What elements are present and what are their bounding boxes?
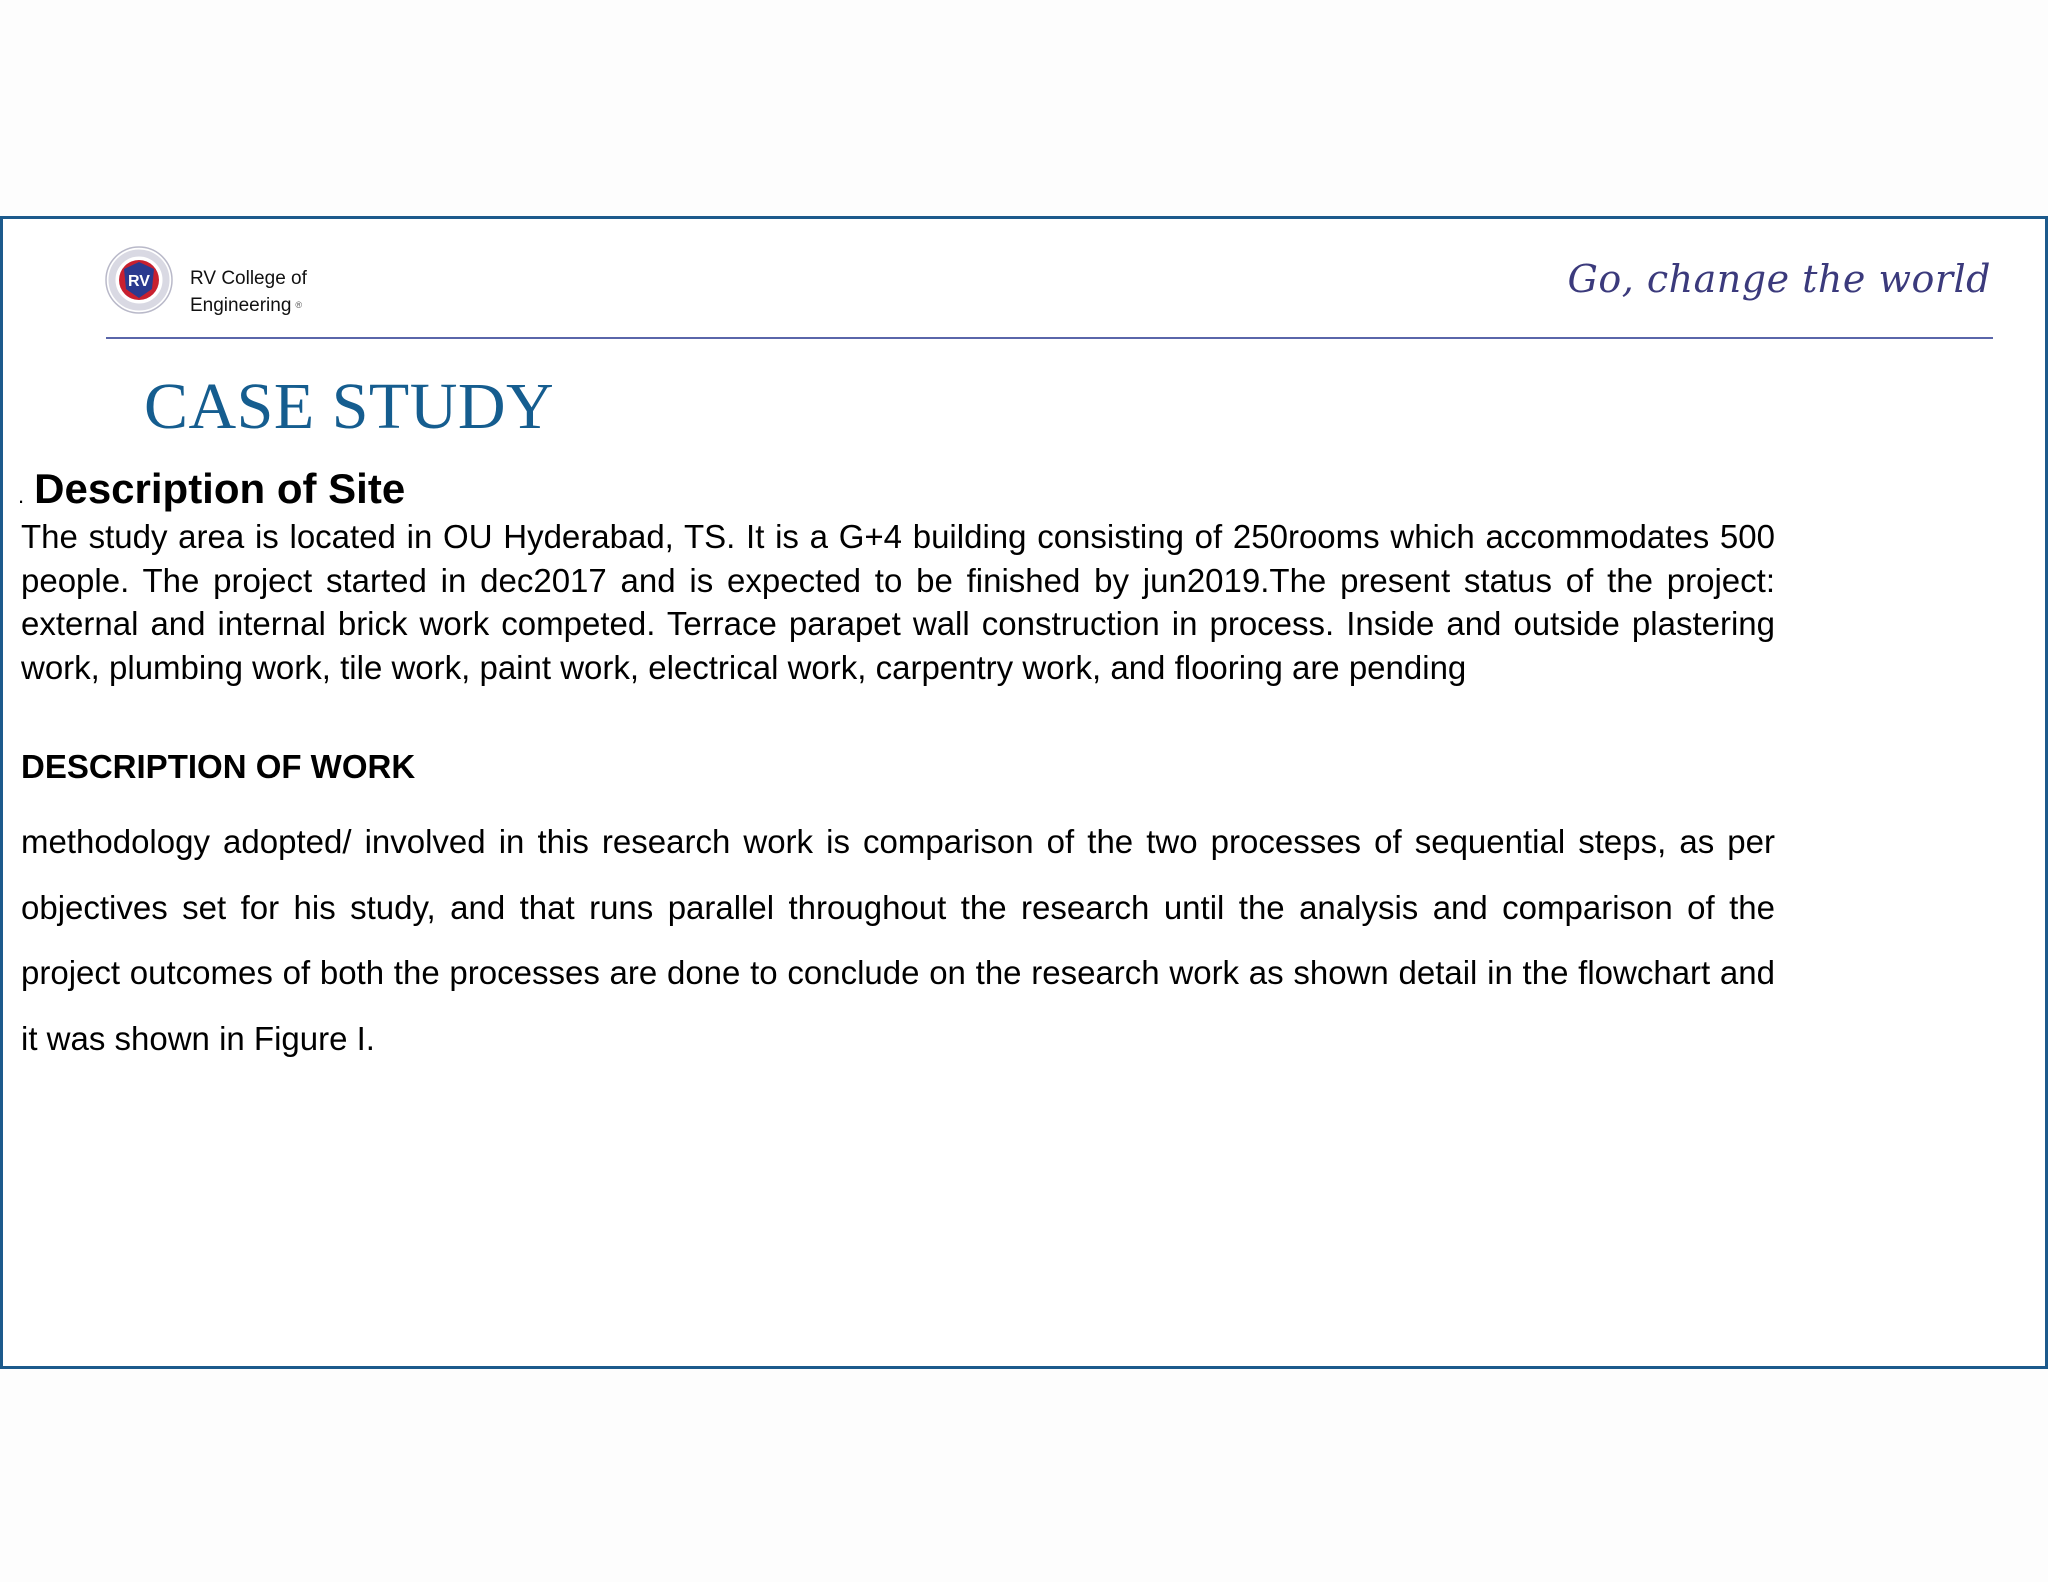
header-divider bbox=[106, 337, 1993, 339]
slide-title: CASE STUDY bbox=[144, 370, 555, 443]
work-description-body: methodology adopted/ involved in this research work is comparison of the two processes of sequential steps, as per objectives set for his study, and that runs parallel throughout the research until the analysis and comparison of the project outcomes of both the processes are done to conclude on the research work as shown detail in the flowchart and it was shown in Figure I. bbox=[21, 823, 1775, 1057]
site-description-body: The study area is located in OU Hyderabad, TS. It is a G+4 building consisting of 250rooms which accommodates 500 people. The project started in dec2017 and is expected to be finished by jun2019.The present status of the project: external and internal brick work competed. Terrace parapet wall construction in process. Inside and outside plastering work, plumbing work, tile work, paint work, electrical work, carpentry work, and flooring are pending bbox=[21, 518, 1775, 686]
tagline: Go, change the world bbox=[1567, 257, 1991, 301]
heading-bullet: . bbox=[18, 483, 25, 508]
college-name bbox=[190, 265, 307, 319]
college-name-line1: RV College of bbox=[190, 268, 307, 289]
work-description-heading: DESCRIPTION OF WORK bbox=[21, 748, 416, 785]
rv-logo-icon bbox=[104, 245, 174, 315]
site-description-heading-text: Description of Site bbox=[34, 465, 406, 512]
slide-frame bbox=[0, 216, 2048, 1369]
registered-mark: ® bbox=[295, 300, 303, 310]
site-description-heading bbox=[18, 464, 405, 521]
logo-seal-text: RV bbox=[128, 273, 150, 290]
college-name-line2: Engineering bbox=[190, 295, 292, 316]
